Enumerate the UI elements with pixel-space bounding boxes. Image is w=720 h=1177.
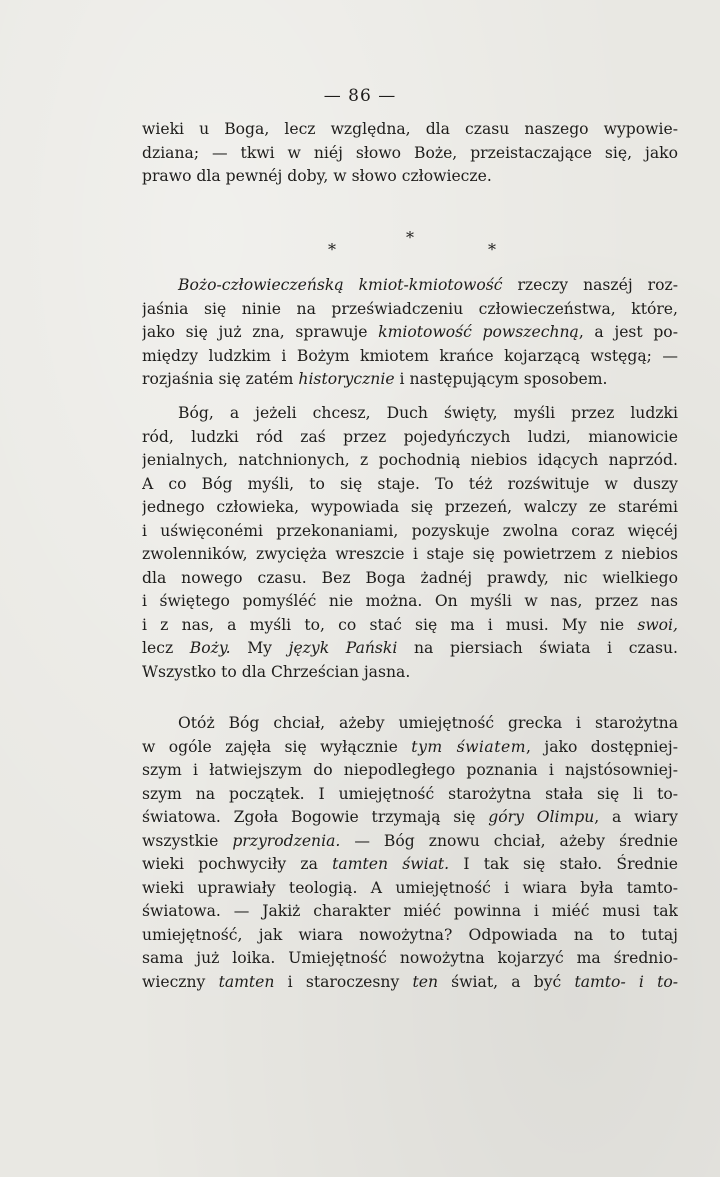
- text-line: [142, 736, 678, 760]
- text-run: , jako dostępniej-: [526, 737, 678, 756]
- text-run: świat, a być: [438, 972, 575, 991]
- text-line: [142, 321, 678, 345]
- text-line: szym na początek. I umiejętność starożytna stała się li to-: [142, 784, 678, 803]
- emphasis: kmiotowość powszechną: [378, 323, 579, 341]
- text-run: , a wiary: [594, 808, 678, 826]
- text-run: wieki pochwyciły za: [142, 855, 333, 873]
- text-line: ród, ludzki ród zaś przez pojedyńczych ludzi, mianowicie: [142, 427, 678, 446]
- text-line: światowa. — Jakiż charakter miéć powinna i miéć musi tak: [142, 902, 678, 920]
- paragraph-4: [142, 712, 678, 994]
- text-line: i uświęconémi przekonaniami, pozyskuje zwolna coraz więcéj: [142, 521, 678, 540]
- text-run: My: [230, 639, 289, 657]
- text-run: wszystkie: [142, 831, 233, 850]
- text-run: i staroczesny: [274, 972, 413, 991]
- text-line: [142, 614, 678, 638]
- emphasis: historycznie: [298, 370, 395, 388]
- page-number: — 86 —: [323, 86, 397, 106]
- text-run: I tak się stało. Średnie: [449, 855, 678, 873]
- text-run: jako się już zna, sprawuje: [142, 323, 379, 341]
- text-line: dla nowego czasu. Bez Boga żadnéj prawdy, nic wielkiego: [142, 568, 678, 587]
- star: *: [406, 228, 414, 247]
- text-line: [142, 274, 678, 298]
- emphasis: tamto- i to-: [574, 972, 678, 991]
- text-line: jenialnych, natchnionych, z pochodnią niebios idących naprzód.: [142, 451, 678, 469]
- paragraph-3: [142, 402, 678, 684]
- text-run: w ogóle zajęła się wyłącznie: [142, 737, 412, 756]
- text-line: dziana; — tkwi w niéj słowo Boże, przeistaczające się, jako: [142, 143, 678, 162]
- text-run: lecz: [142, 639, 190, 657]
- emphasis: ten: [412, 972, 438, 991]
- text-line: wieki u Boga, lecz względna, dla czasu naszego wypowie-: [142, 120, 678, 138]
- emphasis: język Pański: [288, 639, 398, 657]
- text-line: jaśnia się ninie na przeświadczeniu człowieczeństwa, które,: [142, 299, 678, 318]
- emphasis: Boży.: [189, 639, 231, 657]
- emphasis: tym światem: [411, 737, 526, 756]
- text-run: na piersiach świata i czasu.: [397, 639, 678, 657]
- text-line: jednego człowieka, wypowiada się przezeń, walczy ze starémi: [142, 498, 678, 516]
- text-line: [142, 806, 678, 830]
- text-line: Wszystko to dla Chrześcian jasna.: [142, 662, 411, 681]
- text-line: zwolenników, zwycięża wreszcie i staje się powietrzem z niebios: [142, 545, 678, 563]
- text-run: światowa. Zgoła Bogowie trzymają się: [142, 808, 489, 826]
- text-run: rozjaśnia się zatém: [142, 370, 299, 388]
- emphasis: Bożo-człowieczeńską kmiot-kmiotowość: [178, 276, 503, 294]
- text-line: [142, 637, 678, 661]
- emphasis: swoi,: [637, 615, 678, 634]
- text-line: [142, 853, 678, 877]
- text-run: — Bóg znowu chciał, ażeby średnie: [340, 831, 678, 850]
- text-run: , a jest po-: [578, 323, 678, 341]
- text-line: [142, 971, 678, 995]
- text-line: umiejętność, jak wiara nowożytna? Odpowiada na to tutaj: [142, 925, 678, 944]
- text-line: sama już loika. Umiejętność nowożytna kojarzyć ma średnio-: [142, 949, 678, 967]
- emphasis: tamten: [218, 972, 275, 991]
- text-run: rzeczy naszéj roz-: [502, 276, 678, 294]
- text-line: [142, 830, 678, 854]
- text-line: Otóż Bóg chciał, ażeby umiejętność grecka i starożytna: [178, 714, 678, 732]
- emphasis: przyrodzenia.: [232, 831, 341, 850]
- text-line: prawo dla pewnéj doby, w słowo człowiecze.: [142, 167, 492, 185]
- star: *: [328, 240, 336, 259]
- text-run: wieczny: [142, 972, 219, 991]
- text-run: i z nas, a myśli to, co stać się ma i musi. My nie: [142, 615, 638, 634]
- text-line: i świętego pomyśléć nie można. On myśli w nas, przez nas: [142, 592, 678, 610]
- paragraph-continuation: [142, 118, 678, 189]
- text-line: Bóg, a jeżeli chcesz, Duch święty, myśli przez ludzki: [178, 404, 678, 422]
- text-run: i następującym sposobem.: [394, 370, 608, 388]
- text-line: między ludzkim i Bożym kmiotem krańce kojarzącą wstęgą; —: [142, 346, 678, 365]
- section-separator: [320, 228, 510, 262]
- text-line: szym i łatwiejszym do niepodległego poznania i najstósowniej-: [142, 761, 678, 779]
- emphasis: góry Olimpu: [488, 808, 595, 826]
- text-line: A co Bóg myśli, to się staje. To téż rozśwituje w duszy: [142, 474, 678, 493]
- emphasis: tamten świat.: [332, 855, 450, 873]
- text-line: [142, 368, 678, 392]
- paragraph-2: [142, 274, 678, 392]
- text-line: wieki uprawiały teologią. A umiejętność i wiara była tamto-: [142, 878, 678, 897]
- star: *: [488, 240, 496, 259]
